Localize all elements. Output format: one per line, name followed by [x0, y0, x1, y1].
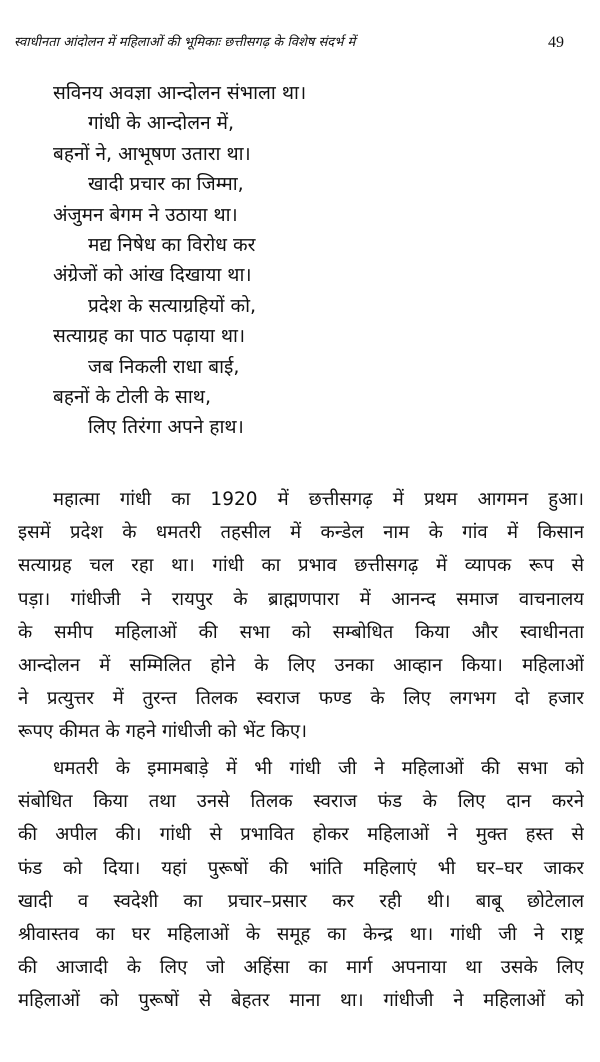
paragraph-gandhi-visit [18, 483, 584, 749]
paragraph-line: की आजादी के लिए जो अहिंसा का मार्ग अपनाया था उसके लिए [18, 957, 584, 979]
poem-line: लिए तिरंगा अपने हाथ। [88, 416, 244, 439]
paragraph-line: सत्याग्रह चल रहा था। गांधी का प्रभाव छत्तीसगढ़ में व्यापक रूप से [18, 555, 584, 577]
poem-line: खादी प्रचार का जिम्मा, [88, 173, 244, 196]
poem-line: प्रदेश के सत्याग्रहियों को, [88, 294, 257, 317]
poem-line: सत्याग्रह का पाठ पढ़ाया था। [53, 325, 246, 348]
poem-line: मद्य निषेध का विरोध कर [88, 233, 256, 256]
paragraph-line: पड़ा। गांधीजी ने रायपुर के ब्राह्मणपारा में आनन्द समाज वाचनालय [18, 588, 584, 610]
paragraph-line: इसमें प्रदेश के धमतरी तहसील में कन्डेल नाम के गांव में किसान [18, 522, 584, 544]
poem-line: अंजुमन बेगम ने उठाया था। [53, 203, 238, 226]
page-number: 49 [548, 34, 564, 51]
paragraph-line: महिलाओं को पुरूषों से बेहतर माना था। गांधीजी ने महिलाओं को [18, 990, 584, 1012]
poem-line: जब निकली राधा बाई, [88, 355, 240, 378]
paragraph-line: फंड को दिया। यहां पुरूषों की भांति महिलाएं भी घर–घर जाकर [18, 857, 584, 879]
paragraph-line: ने प्रत्युत्तर में तुरन्त तिलक स्वराज फण्ड के लिए लगभग दो हजार [18, 688, 584, 710]
poem-line: गांधी के आन्दोलन में, [88, 112, 235, 135]
running-header-title: स्वाधीनता आंदोलन में महिलाओं की भूमिकाः छत्तीसगढ़ के विशेष संदर्भ में [14, 35, 356, 50]
paragraph-line: आन्दोलन में सम्मिलित होने के लिए उनका आव्हान किया। महिलाओं [18, 654, 584, 676]
paragraph-line: की अपील की। गांधी से प्रभावित होकर महिलाओं ने मुक्त हस्त से [18, 824, 584, 846]
poem-line: बहनों के टोली के साथ, [53, 385, 211, 408]
poem-block [0, 78, 600, 443]
paragraph-dhamtari-meeting [18, 752, 584, 1018]
paragraph-line: संबोधित किया तथा उनसे तिलक स्वराज फंड के लिए दान करने [18, 791, 584, 813]
poem-line: बहनों ने, आभूषण उतारा था। [53, 142, 251, 165]
paragraph-line: धमतरी के इमामबाड़े में भी गांधी जी ने महिलाओं की सभा को [53, 758, 584, 779]
paragraph-line: खादी व स्वदेशी का प्रचार–प्रसार कर रही थी। बाबू छोटेलाल [18, 890, 584, 912]
paragraph-line: के समीप महिलाओं की सभा को सम्बोधित किया और स्वाधीनता [18, 621, 584, 643]
paragraph-line: श्रीवास्तव का घर महिलाओं के समूह का केन्द्र था। गांधी जी ने राष्ट्र [18, 923, 584, 945]
poem-line: सविनय अवज्ञा आन्दोलन संभाला था। [53, 82, 307, 104]
paragraph-line: महात्मा गांधी का 1920 में छत्तीसगढ़ में प्रथम आगमन हुआ। [53, 489, 584, 510]
poem-line: अंग्रेजों को आंख दिखाया था। [53, 264, 252, 287]
paragraph-line: रूपए कीमत के गहने गांधीजी को भेंट किए। [18, 721, 308, 743]
